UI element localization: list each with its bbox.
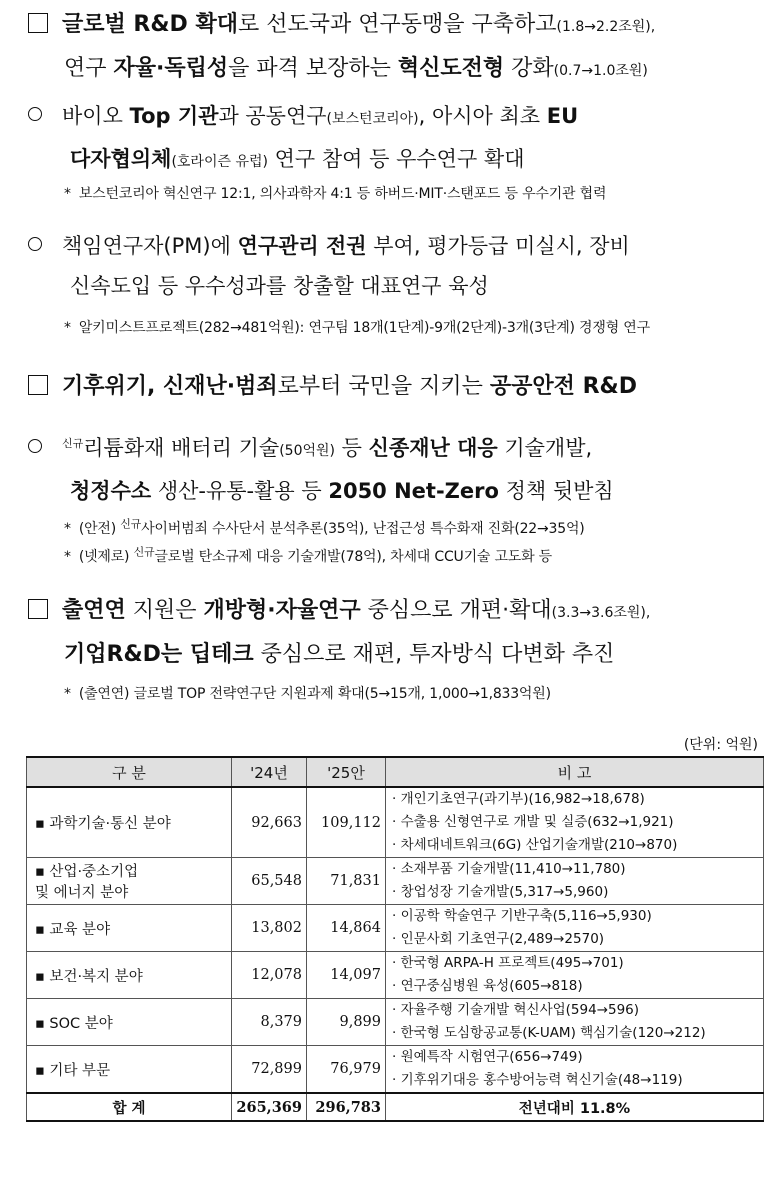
text-run: 신속도입 등 우수성과를 창출할 대표연구 육성 [70,274,489,298]
section-3 [28,590,776,676]
circle-bullet-icon [28,107,42,121]
text-run: 알키미스트프로젝트(282→481억원): 연구팀 18개(1단계)-9개(2단계)-3개(3단계) 경쟁형 연구 [78,320,650,336]
table-row [27,905,764,952]
section-1 [28,4,776,92]
text-run: (3.3→3.6조원), [551,605,651,621]
row-remarks [386,787,764,858]
row-remarks [386,999,764,1046]
subsection-2-line-1 [28,226,776,266]
table-row [27,999,764,1046]
text-run: (1.8→2.2조원), [556,19,656,35]
remark-line: · 자율주행 기술개발 혁신사업(594→596) [392,1002,640,1018]
total-remark: 전년대비 11.8% [386,1093,764,1121]
text-run: 연구 [64,56,114,81]
note-1 [64,182,776,206]
header-2024: '24년 [232,757,307,787]
row-value-2025: 76,979 [307,1046,386,1094]
row-remarks [386,952,764,999]
row-remarks [386,858,764,905]
row-value-2024: 92,663 [232,787,307,858]
note-marker: * [64,686,71,702]
header-2025: '25안 [307,757,386,787]
text-run: 2050 Net-Zero [328,479,499,503]
subsection-2-line-2 [28,266,776,306]
row-category: ▪ 산업·중소기업 및 에너지 분야 [27,858,232,905]
remark-line: · 연구중심병원 육성(605→818) [392,978,583,994]
text-run: 정책 뒷받침 [498,479,614,503]
text-run: 로부터 국민을 지키는 [277,374,490,399]
text-run: 등 [335,436,369,460]
text-run: (호라이즌 유럽) [171,154,268,170]
text-run: 신규 [62,437,84,450]
row-category: ▪ 교육 분야 [27,905,232,952]
table-header-row [27,757,764,787]
text-run: 연구관리 전권 [237,234,367,258]
total-value-2025: 296,783 [307,1093,386,1121]
circle-bullet-icon [28,439,42,453]
row-value-2025: 9,899 [307,999,386,1046]
total-label: 합 계 [27,1093,232,1121]
section-3-line-2 [28,634,776,676]
row-remarks [386,1046,764,1094]
table-total-row [27,1093,764,1121]
row-value-2024: 12,078 [232,952,307,999]
note-3 [64,512,776,541]
table-row [27,952,764,999]
text-run: 기술개발, [497,436,593,460]
remark-line: · 기후위기대응 홍수방어능력 혁신기술(48→119) [392,1072,683,1088]
section-1-line-1 [28,4,776,48]
remark-line: · 한국형 ARPA-H 프로젝트(495→701) [392,955,624,971]
header-category: 구 분 [27,757,232,787]
text-run: 혁신도전형 [397,56,505,81]
table-body [27,787,764,1121]
section-2-line-1 [28,366,776,408]
remark-line: · 한국형 도심항공교통(K-UAM) 핵심기술(120→212) [392,1025,706,1041]
text-run: 리튬화재 배터리 기술 [83,436,280,460]
text-run: 지원은 [125,598,204,623]
subsection-1-line-2 [28,139,776,182]
text-run: 보스턴코리아 혁신연구 12:1, 의사과학자 4:1 등 하버드·MIT·스탠포드 등 우수기관 협력 [78,186,607,202]
text-run: 출연연 [62,598,126,623]
circle-bullet-icon [28,237,42,251]
text-run: 다자협의체 [70,147,172,171]
note-2 [64,316,776,340]
unit-label: (단위: 억원) [683,737,758,753]
section-3-line-1 [28,590,776,634]
subsection-3 [28,424,776,511]
text-run: 신규 [120,517,142,530]
text-run: (안전) [78,520,121,537]
row-category: ▪ 기타 부문 [27,1046,232,1094]
text-run: 을 파격 보장하는 [228,56,398,81]
note-5 [64,682,776,706]
text-run: 딥테크 [189,642,254,667]
row-value-2025: 109,112 [307,787,386,858]
remark-line: · 소재부품 기술개발(11,410→11,780) [392,861,626,877]
text-run: (출연연) 글로벌 TOP 전략연구단 지원과제 확대(5→15개, 1,000→1,833억원) [78,686,551,702]
subsection-1-line-1 [28,96,776,139]
section-1-line-2 [28,48,776,92]
row-value-2024: 13,802 [232,905,307,952]
text-run: R&D 확대 [133,12,238,37]
table-row [27,1046,764,1094]
text-run: 연구 참여 등 우수연구 확대 [267,147,525,171]
text-run: (보스턴코리아) [326,111,419,127]
remark-line: · 차세대네트워크(6G) 산업기술개발(210→870) [392,837,678,853]
note-marker: * [64,520,71,537]
text-run: (50억원) [279,443,335,459]
note-marker: * [64,186,71,202]
remark-line: · 원예특작 시험연구(656→749) [392,1049,583,1065]
text-run: 중심으로 재편, 투자방식 다변화 추진 [253,642,615,667]
text-run: 책임연구자(PM)에 [62,234,238,258]
row-value-2025: 14,864 [307,905,386,952]
text-run: 과 공동연구 [218,104,327,128]
total-value-2024: 265,369 [232,1093,307,1121]
text-run: 신종재난 대응 [368,436,498,460]
row-category: ▪ 과학기술·통신 분야 [27,787,232,858]
text-run: (0.7→1.0조원) [553,63,648,79]
row-value-2025: 71,831 [307,858,386,905]
row-value-2024: 65,548 [232,858,307,905]
text-run: 글로벌 탄소규제 대응 기술개발(78억), 차세대 CCU기술 고도화 등 [154,548,553,565]
square-bullet-icon [28,375,48,395]
text-run: 부여, 평가등급 미실시, 장비 [366,234,630,258]
remark-line: · 창업성장 기술개발(5,317→5,960) [392,884,609,900]
text-run: 공공안전 R&D [489,374,637,399]
note-4 [64,540,776,569]
square-bullet-icon [28,599,48,619]
text-run: , 아시아 최초 [418,104,547,128]
subsection-3-line-2 [28,471,776,511]
row-category: ▪ 보건·복지 분야 [27,952,232,999]
header-remarks: 비 고 [386,757,764,787]
subsection-2 [28,226,776,306]
text-run: 강화 [504,56,554,81]
table-row [27,787,764,858]
subsection-1 [28,96,776,182]
text-run: 사이버범죄 수사단서 분석추론(35억), 난접근성 특수화재 진화(22→35억) [141,520,585,537]
row-value-2024: 8,379 [232,999,307,1046]
text-run: 신규 [133,545,155,558]
subsection-3-line-1 [28,424,776,471]
note-marker: * [64,320,71,336]
text-run: 생산-유통-활용 등 [151,479,329,503]
remark-line: · 인문사회 기초연구(2,489→2570) [392,931,605,947]
row-value-2025: 14,097 [307,952,386,999]
note-marker: * [64,548,71,565]
text-run: Top 기관 [129,104,219,128]
row-remarks [386,905,764,952]
text-run: (넷제로) [78,548,134,565]
text-run: 로 선도국과 연구동맹을 구축하고 [237,12,557,37]
row-value-2024: 72,899 [232,1046,307,1094]
text-run: 바이오 [62,104,130,128]
row-category: ▪ SOC 분야 [27,999,232,1046]
text-run: 개방형·자율연구 [203,598,361,623]
section-2 [28,366,776,408]
text-run: 글로벌 [62,12,134,37]
table-row [27,858,764,905]
text-run: 자율·독립성 [113,56,229,81]
text-run: 중심으로 개편·확대 [360,598,552,623]
text-run: 기후위기, 신재난·범죄 [62,374,278,399]
text-run: EU [546,104,579,128]
remark-line: · 개인기초연구(과기부)(16,982→18,678) [392,791,645,807]
budget-table [26,756,764,1122]
text-run: 기업R&D는 [64,642,190,667]
remark-line: · 이공학 학술연구 기반구축(5,116→5,930) [392,908,652,924]
remark-line: · 수출용 신형연구로 개발 및 실증(632→1,921) [392,814,674,830]
text-run: 청정수소 [70,479,152,503]
square-bullet-icon [28,13,48,33]
